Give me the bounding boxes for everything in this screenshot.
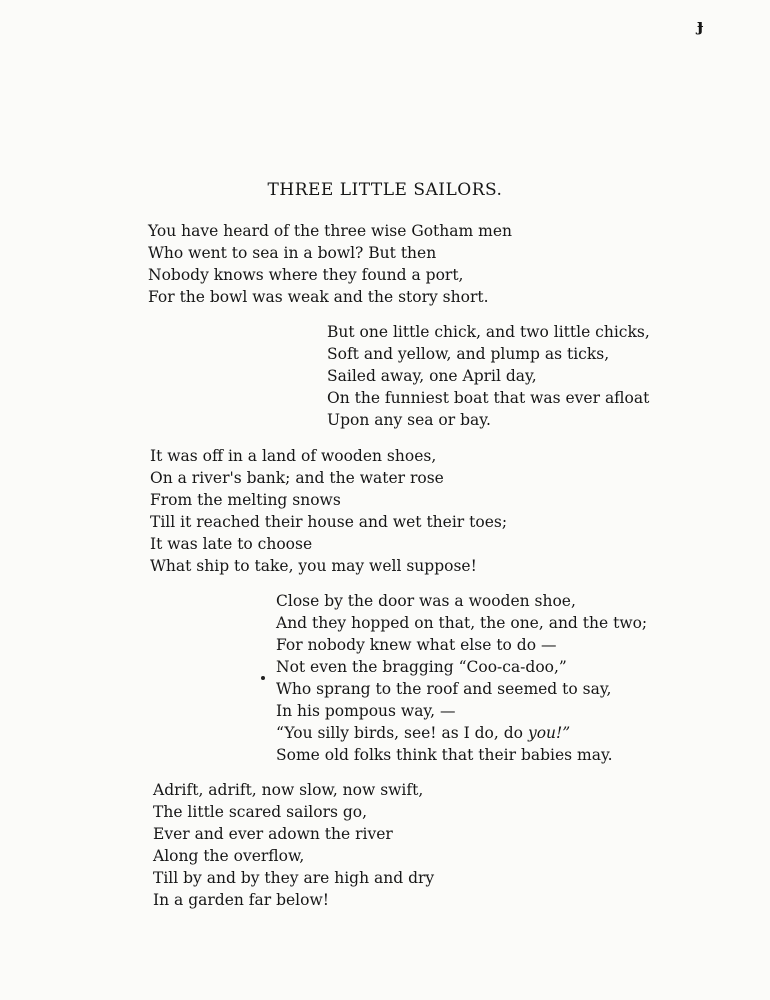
stanza-2-line-5: Upon any sea or bay. (327, 411, 491, 429)
stanza-5-line-1: Adrift, adrift, now slow, now swift, (153, 781, 424, 799)
stanza-4-line-2: And they hopped on that, the one, and the two; (276, 614, 648, 632)
stanza-3-line-5: It was late to choose (150, 535, 313, 553)
stanza-5-line-4: Along the overflow, (153, 847, 305, 865)
stanza-4-line-5: Who sprang to the roof and seemed to say, (276, 680, 612, 698)
stanza-3-line-6: What ship to take, you may well suppose! (150, 557, 477, 575)
stanza-3-line-1: It was off in a land of wooden shoes, (150, 447, 437, 465)
stanza-2-line-3: Sailed away, one April day, (327, 367, 537, 385)
stanza-1-line-4: For the bowl was weak and the story short. (148, 288, 489, 306)
stanza-4-line-3: For nobody knew what else to do — (276, 636, 557, 654)
stanza-4-line-8: Some old folks think that their babies may. (276, 746, 613, 764)
stanza-4-line-6: In his pompous way, — (276, 702, 456, 720)
stanza-5-line-2: The little scared sailors go, (153, 803, 368, 821)
stanza-1-line-2: Who went to sea in a bowl? But then (148, 244, 437, 262)
emphasis-you: you!” (527, 724, 571, 742)
stanza-2-line-2: Soft and yellow, and plump as ticks, (327, 345, 610, 363)
stanza-1-line-1: You have heard of the three wise Gotham men (148, 222, 512, 240)
stanza-1-line-3: Nobody knows where they found a port, (148, 266, 464, 284)
ink-speck (261, 676, 265, 680)
stanza-5-line-5: Till by and by they are high and dry (153, 869, 435, 887)
stanza-4-line-7 (276, 726, 570, 742)
quote-text: “You silly birds, see! as I do, do (276, 724, 528, 742)
stanza-5-line-6: In a garden far below! (153, 891, 329, 909)
stanza-4-line-4: Not even the bragging “Coo-ca-doo,” (276, 658, 567, 676)
stanza-3-line-2: On a river's bank; and the water rose (150, 469, 444, 487)
stanza-4-line-1: Close by the door was a wooden shoe, (276, 592, 576, 610)
stanza-3-line-3: From the melting snows (150, 491, 341, 509)
stanza-2-line-1: But one little chick, and two little chicks, (327, 323, 650, 341)
poem-title: THREE LITTLE SAILORS. (267, 180, 503, 200)
stanza-2-line-4: On the funniest boat that was ever afloat (327, 389, 650, 407)
stanza-5-line-3: Ever and ever adown the river (153, 825, 393, 843)
page-mark: ɟ (697, 16, 704, 36)
stanza-3-line-4: Till it reached their house and wet their toes; (150, 513, 508, 531)
